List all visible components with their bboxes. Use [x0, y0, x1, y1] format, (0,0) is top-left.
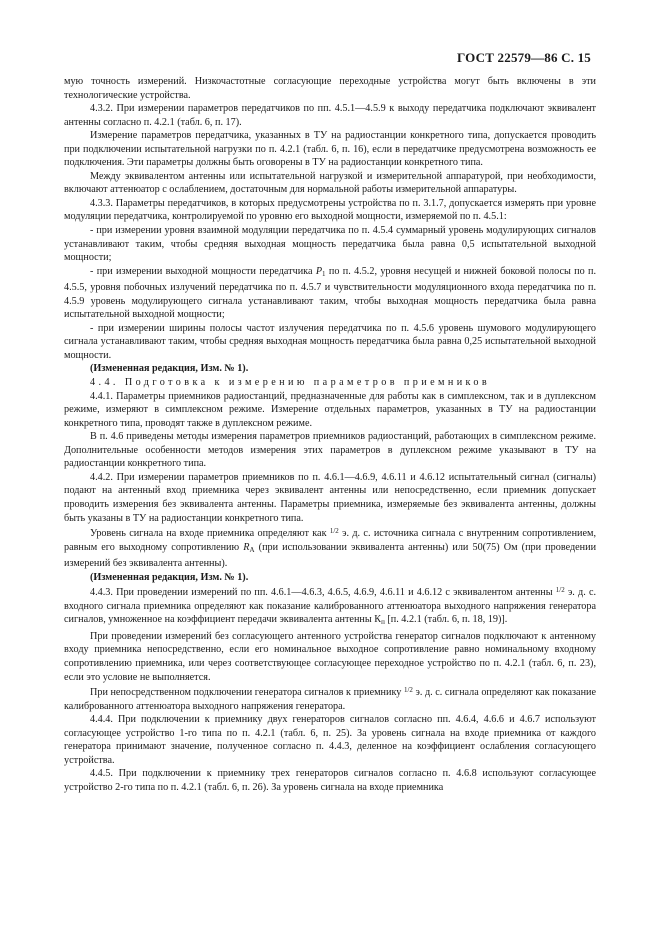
page-header: ГОСТ 22579—86 С. 15 — [457, 50, 591, 65]
paragraph: - при измерении ширины полосы частот излучения передатчика по п. 4.5.6 уровень шумового модулирующего сигнала устанавливают таким, чтобы средняя выходная мощность передатчика была равна 0,25 испытательной выходной мощности. — [64, 322, 596, 361]
fraction: 1/2 — [555, 586, 565, 595]
text-run: э. д. с. источника сигнала с внутренним сопротивлением, равным его выходному сопротивлению — [64, 528, 596, 553]
section-heading — [64, 376, 596, 390]
paragraph: 4.4.5. При подключении к приемнику трех генераторов сигналов согласно п. 4.6.8 используют согласующее устройство 2-го типа по п. 4.2.1 (табл. 6, п. 26). За уровень сигнала на входе приемника — [64, 768, 596, 793]
text-run: по п. 4.5.2, уровня несущей и нижней боковой полосы по п. 4.5.5, уровня побочных излучений передатчика по п. 4.5.7 и чувствительности модуляционного входа передатчика по п. 4.5.9 уровень модулирующего сигнала устанавливают таким, чтобы выходная мощность передатчика была равна испытательной выходной мощности; — [64, 265, 597, 321]
section-title: 4.4. Подготовка к измерению параметров приемников — [90, 377, 491, 389]
subscript: 1 — [322, 269, 326, 278]
text-run: Уровень сигнала на входе приемника определяют как — [90, 528, 327, 540]
fraction: 1/2 — [329, 527, 339, 536]
fraction: 1/2 — [403, 686, 413, 695]
text-run: э. д. с. сигнала определяют как показание калиброванного аттенюатора выходного напряжения генератора. — [64, 687, 596, 712]
subscript: А — [249, 545, 255, 554]
amendment-note: (Измененная редакция, Изм. № 1). — [90, 571, 249, 583]
paragraph — [64, 265, 596, 322]
paragraph: 4.3.2. При измерении параметров передатчиков по пп. 4.5.1—4.5.9 к выходу передатчика подключают эквивалент антенны согласно п. 4.2.1 (табл. 6, п. 17). — [64, 103, 596, 128]
text-run: - при измерении выходной мощности передатчика — [90, 265, 313, 277]
paragraph: - при измерении уровня взаимной модуляции передатчика по п. 4.5.4 суммарный уровень модулирующих сигналов устанавливают таким, чтобы средняя выходная мощность передатчика была равна 0,5 испытательной выходной мощности; — [64, 225, 596, 264]
paragraph — [64, 584, 596, 630]
paragraph: При проведении измерений без согласующего антенного устройства генератор сигналов подключают к антенному входу приемника непосредственно, если его номинальное выходное сопротивление равно номинальному входному сопротивлению приемника, или через соответствующее согласующее переходное устройство по п. 4.2.1 (табл. 6, п. 23), если это условие не выполняется. — [64, 630, 596, 683]
text-run: э. д. с. входного сигнала приемника определяют как показание калиброванного аттенюатора выходного напряжения генератора сигналов, умноженное на коэффициент передачи эквивалента антенны К — [64, 587, 597, 626]
amendment-note: (Измененная редакция, Изм. № 1). — [90, 363, 249, 375]
paragraph: 4.4.2. При измерении параметров приемников по п. 4.6.1—4.6.9, 4.6.11 и 4.6.12 испытательный сигнал (сигналы) подают на антенный вход приемника через эквивалент антенны или непосредственно, если приемник допускает проводить измерения без эквивалента антенны. Параметры приемника, измеряемые без эквивалента антенны, должны быть указаны в ТУ на радиостанции конкретного типа. — [64, 471, 596, 524]
paragraph: Измерение параметров передатчика, указанных в ТУ на радиостанции конкретного типа, допускается проводить при подключении испытательной нагрузки по п. 4.2.1 (табл. 6, п. 16), если в передатчике предусмотрена возможность ее подключения. Эти параметры должны быть оговорены в ТУ на радиостанции конкретного типа. — [64, 130, 596, 169]
text-run: [п. 4.2.1 (табл. 6, п. 18, 19)]. — [387, 614, 508, 626]
paragraph: В п. 4.6 приведены методы измерения параметров приемников радиостанций, работающих в симплексном режиме. Дополнительные особенности методов измерения этих параметров в дуплексном режиме указывают в ТУ на радиостанции конкретного типа. — [64, 431, 596, 470]
paragraph: 4.4.1. Параметры приемников радиостанций, предназначенные для работы как в симплексном, так и в дуплексном режиме, измеряют в симплексном режиме. Измерение отдельных параметров, указанных в ТУ на радиостанции конкретного типа, проводят также в дуплексном режиме. — [64, 390, 596, 429]
paragraph — [64, 525, 596, 571]
paragraph: Между эквивалентом антенны или испытательной нагрузкой и измерительной аппаратурой, при необходимости, включают аттенюатор с ослаблением, достаточным для нормальной работы измерительной аппаратуры. — [64, 170, 596, 196]
paragraph: 4.4.4. При подключении к приемнику двух генераторов сигналов согласно пп. 4.6.4, 4.6.6 и 4.6.7 используют согласующее устройство 1-го типа по п. 4.2.1 (табл. 6, п. 25). За уровень сигнала на входе приемника от каждого генератора принимают значение, полученное согласно п. 4.4.3, деленное на коэффициент ослабления согласующего устройства. — [64, 714, 596, 766]
symbol: P — [315, 265, 323, 277]
subscript: п — [381, 618, 385, 627]
paragraph — [64, 684, 596, 713]
paragraph: мую точность измерений. Низкочастотные согласующие переходные устройства могут быть включены в эти технологические устройства. — [64, 76, 596, 101]
paragraph: 4.3.3. Параметры передатчиков, в которых предусмотрены устройства по п. 3.1.7, допускается измерять при уровне модуляции передатчика, контролируемой по уровню его выходной мощности, измеряемой по п. 4.5.1: — [64, 197, 596, 223]
text-run: 4.4.3. При проведении измерений по пп. 4.6.1—4.6.3, 4.6.5, 4.6.9, 4.6.11 и 4.6.12 с эквивалентом антенны — [90, 587, 553, 599]
text-run: (при использовании эквивалента антенны) или 50(75) Ом (при проведении измерений без эквивалента антенны). — [64, 541, 597, 570]
symbol: R — [243, 541, 250, 553]
document-body — [64, 75, 596, 794]
text-run: При непосредственном подключении генератора сигналов к приемнику — [90, 687, 402, 699]
